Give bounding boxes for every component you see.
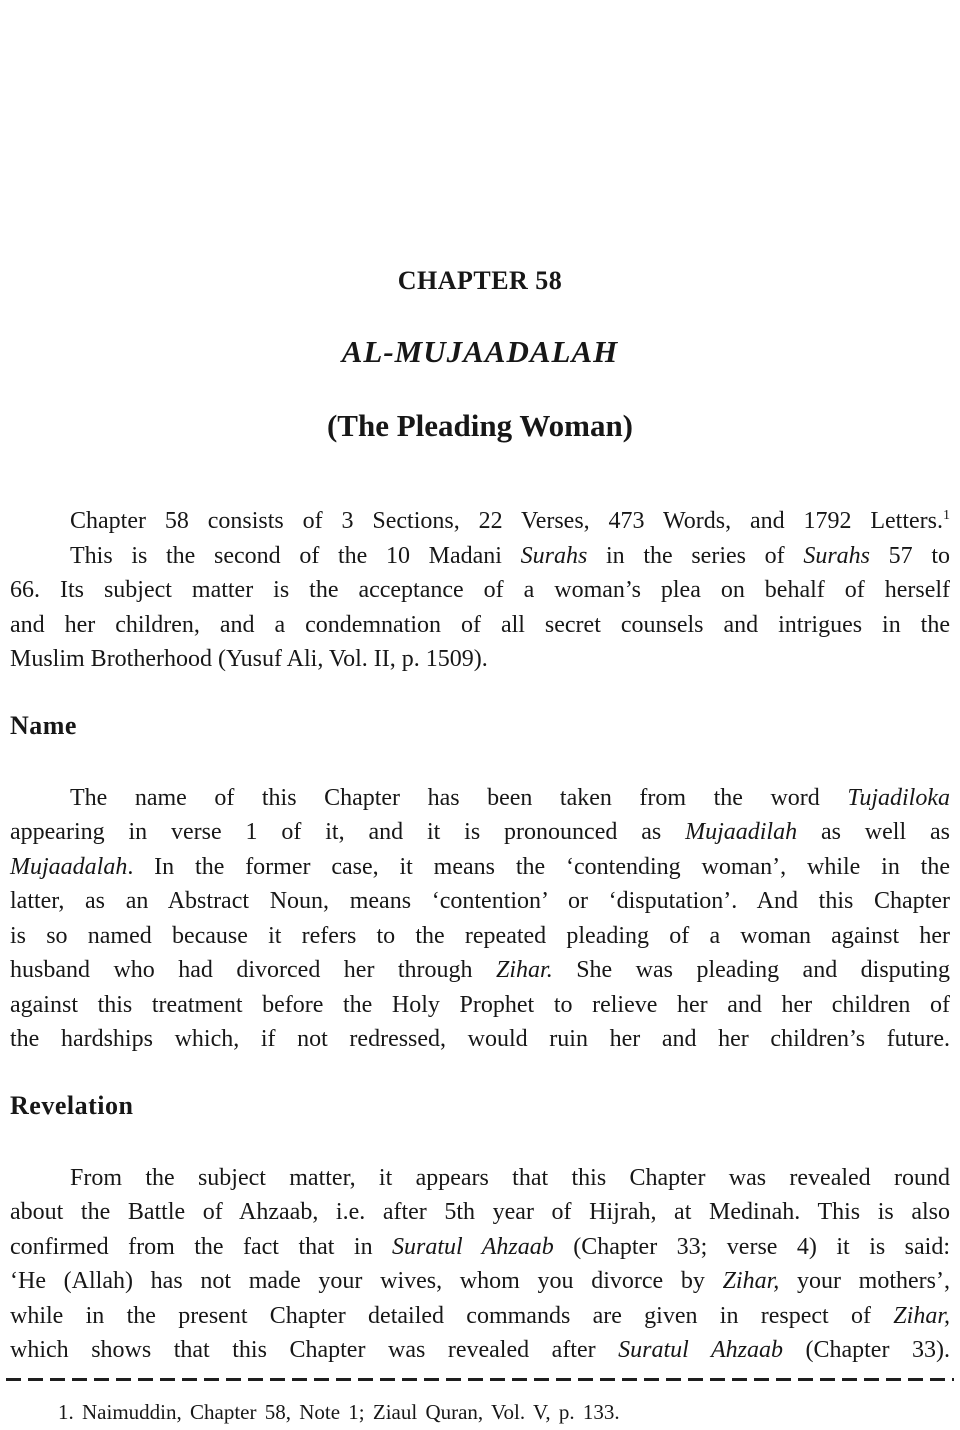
text: in the series of xyxy=(587,542,804,569)
text: confirmed from the fact that in xyxy=(10,1233,393,1260)
text-line xyxy=(10,642,950,677)
text: ‘He (Allah) has not made your wives, whom you divorce by xyxy=(10,1268,723,1294)
text-line xyxy=(10,608,950,643)
text: (Chapter 33). xyxy=(782,1337,950,1363)
text: Chapter 58 consists of 3 Sections, 22 Verses, 473 Words, and 1792 Letters. xyxy=(70,508,943,534)
text-line xyxy=(10,815,950,850)
text: The name of this Chapter has been taken from the word xyxy=(70,784,848,811)
footnote-separator xyxy=(6,1378,954,1381)
text-line xyxy=(10,1230,950,1265)
paragraph xyxy=(10,1161,950,1368)
text: 57 to xyxy=(870,542,951,569)
chapter-subtitle: (The Pleading Woman) xyxy=(326,408,634,443)
text: appearing in verse 1 of it, and it is pronounced as xyxy=(10,819,686,845)
italic-text: Zihar. xyxy=(496,957,553,983)
italic-text: Surahs xyxy=(803,542,870,569)
text-line xyxy=(10,573,950,608)
chapter-title: AL-MUJAADALAH xyxy=(341,334,619,369)
italic-text: Tujadiloka xyxy=(847,784,950,811)
footnote-text: 1. Naimuddin, Chapter 58, Note 1; Ziaul Quran, Vol. V, p. 133. xyxy=(58,1399,620,1424)
chapter-label: CHAPTER 58 xyxy=(397,266,563,295)
section-heading: Name xyxy=(10,710,77,740)
text: She was pleading and disputing xyxy=(552,957,951,983)
text: your mothers’, xyxy=(779,1268,950,1294)
text-line xyxy=(10,539,950,574)
text-line xyxy=(10,504,950,539)
text-line xyxy=(10,850,950,885)
paragraph xyxy=(10,504,950,539)
text: the hardships which, if not redressed, would ruin her and her children’s future. xyxy=(10,1026,950,1052)
text: 66. Its subject matter is the acceptance of a woman’s plea on behalf of herself xyxy=(10,577,950,603)
text: Muslim Brotherhood (Yusuf Ali, Vol. II, p. 1509). xyxy=(10,646,488,672)
text-line xyxy=(10,1022,950,1057)
italic-text: Mujaadilah xyxy=(685,819,798,845)
text-line xyxy=(10,919,950,954)
text-line xyxy=(10,1195,950,1230)
text: (Chapter 33; verse 4) it is said: xyxy=(553,1233,950,1260)
text-line xyxy=(10,1264,950,1299)
text: as well as xyxy=(797,819,950,845)
section-heading: Revelation xyxy=(10,1090,134,1120)
body-text xyxy=(10,504,950,1368)
italic-text: Suratul Ahzaab xyxy=(392,1233,554,1260)
text-line xyxy=(10,953,950,988)
footnote-reference: 1 xyxy=(943,508,950,523)
italic-text: Suratul Ahzaab xyxy=(618,1337,783,1363)
text-line xyxy=(10,1333,950,1368)
text: is so named because it refers to the repeated pleading of a woman against her xyxy=(10,922,950,949)
text-line xyxy=(10,1299,950,1334)
text: husband who had divorced her through xyxy=(10,957,497,983)
text-line xyxy=(10,988,950,1023)
text: latter, as an Abstract Noun, means ‘contention’ or ‘disputation’. And this Chapter xyxy=(10,888,950,914)
paragraph xyxy=(10,539,950,677)
text-line xyxy=(10,781,950,816)
text: From the subject matter, it appears that this Chapter was revealed round xyxy=(70,1164,950,1191)
italic-text: Zihar, xyxy=(722,1268,780,1294)
text: against this treatment before the Holy Prophet to relieve her and her children of xyxy=(10,991,950,1018)
italic-text: Mujaadalah xyxy=(10,853,128,880)
text: while in the present Chapter detailed commands are given in respect of xyxy=(10,1302,894,1329)
text-line xyxy=(10,884,950,919)
text: and her children, and a condemnation of all secret counsels and intrigues in the xyxy=(10,611,950,638)
text-line xyxy=(10,1161,950,1196)
text: about the Battle of Ahzaab, i.e. after 5th year of Hijrah, at Medinah. This is also xyxy=(10,1199,950,1225)
paragraph xyxy=(10,781,950,1057)
text: . In the former case, it means the ‘contending woman’, while in the xyxy=(127,853,950,880)
text: This is the second of the 10 Madani xyxy=(70,542,521,569)
italic-text: Zihar, xyxy=(893,1302,950,1329)
italic-text: Surahs xyxy=(520,542,588,569)
text: which shows that this Chapter was revealed after xyxy=(10,1337,619,1363)
